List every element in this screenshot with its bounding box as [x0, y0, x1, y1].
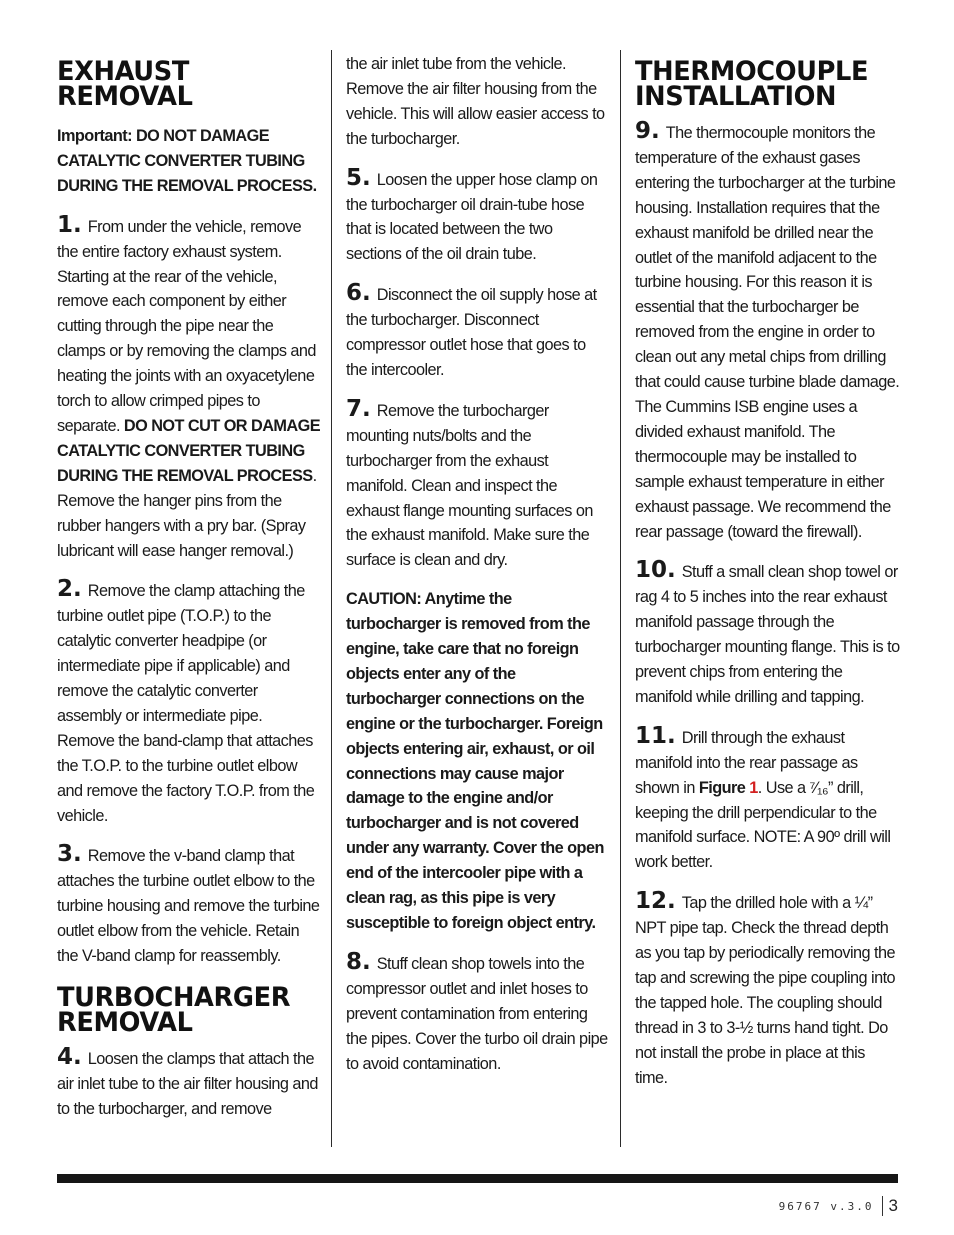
step-number: 3.	[57, 841, 82, 868]
step-text: The thermocouple monitors the temperature of the exhaust gases entering the turbocharger at the turbine housing. Installation requires that the exhaust manifold be drilled near the outlet of the manifold adjacent to the turbine housing. For this reason it is essential that the turbocharger be removed from the engine in order to clean out any metal chips from drilling that could cause turbine blade damage.	[635, 124, 900, 392]
footer-rule	[57, 1174, 898, 1183]
step-4	[57, 1045, 323, 1122]
footer-separator	[882, 1196, 883, 1216]
step-11	[635, 724, 901, 875]
step-2	[57, 577, 323, 828]
step-number: 1.	[57, 211, 82, 238]
step-6	[346, 281, 608, 383]
step-9-note: The Cummins ISB engine uses a divided exhaust manifold. The thermocouple may be installed to sample exhaust temperature in either exhaust passage. We recommend the rear passage (toward the firewall).	[635, 397, 891, 541]
step-8	[346, 950, 608, 1077]
step-number: 10.	[635, 557, 676, 584]
column-divider	[620, 50, 621, 1147]
figure-number: 1	[749, 778, 758, 797]
heading-line: INSTALLATION	[635, 81, 837, 112]
step-number: 8.	[346, 948, 371, 975]
step-5	[346, 166, 608, 268]
step-text: Remove the turbocharger mounting nuts/bolts and the turbocharger from the exhaust manifold. Clean and inspect the exhaust flange mounting surfaces on the exhaust manifold. Make sure the surface is clean and dry.	[346, 401, 593, 570]
step-text: Loosen the clamps that attach the air inlet tube to the air filter housing and to the turbocharger, and remove	[57, 1050, 318, 1118]
step-number: 6.	[346, 280, 371, 307]
page-number: 3	[888, 1196, 898, 1215]
step-text: Remove the v-band clamp that attaches the turbine outlet elbow to the turbine housing and remove the turbine outlet elbow from the vehicle. Retain the V-band clamp for reassembly.	[57, 847, 320, 966]
column-right	[635, 50, 901, 1091]
column-middle	[346, 50, 608, 1076]
step-3	[57, 842, 323, 969]
page-footer	[779, 1195, 898, 1217]
step-text: . Remove the hanger pins from the rubber hangers with a pry bar. (Spray lubricant will ease hanger removal.)	[57, 466, 317, 560]
heading-line: REMOVAL	[57, 1007, 193, 1038]
step-number: 11.	[635, 722, 676, 749]
column-left	[57, 50, 323, 1122]
step-12	[635, 889, 901, 1090]
step-text: Tap the drilled hole with a ¼” NPT pipe tap. Check the thread depth as you tap by periodically removing the tap and screwing the pipe coupling into the tapped hole. The coupling should thread in 3 to 3-½ turns hand tight. Do not install the probe in place at this time.	[635, 894, 896, 1087]
caution-note: CAUTION: Anytime the turbocharger is removed from the engine, take care that no foreign objects enter any of the turbocharger connections on the engine or the turbocharger. Foreign objects entering air, exhaust, or oil connections may cause major damage to the engine and/or turbocharger and is not covered under any warranty. Cover the open end of the intercooler pipe with a clean rag, as this pipe is very susceptible to foreign object entry.	[346, 590, 604, 932]
step-text: Stuff clean shop towels into the compressor outlet and inlet hoses to prevent contamination from entering the pipes. Cover the turbo oil drain pipe to avoid contamination.	[346, 954, 608, 1073]
step-number: 2.	[57, 576, 82, 603]
figure-reference: Figure	[698, 778, 746, 797]
step-text: Stuff a small clean shop towel or rag 4 to 5 inches into the rear exhaust manifold passage through the turbocharger mounting flange. This is to prevent chips from entering the manifold while drilling and tapping.	[635, 563, 900, 706]
heading-exhaust-removal: EXHAUST REMOVAL	[57, 56, 193, 112]
column-divider	[331, 50, 332, 1147]
step-10	[635, 558, 901, 709]
important-note: Important: DO NOT DAMAGE CATALYTIC CONVERTER TUBING DURING THE REMOVAL PROCESS.	[57, 127, 317, 195]
step-number: 5.	[346, 164, 371, 191]
document-code: 96767 v.3.0	[778, 1199, 874, 1213]
step-1	[57, 213, 323, 564]
heading-line: THERMOCOUPLE	[635, 56, 869, 87]
step-number: 9.	[635, 118, 660, 144]
step-7	[346, 397, 608, 573]
warning-text: DO NOT CUT OR DAMAGE CATALYTIC CONVERTER TUBING DURING THE REMOVAL PROCESS	[57, 416, 321, 485]
step-text: Drill through the exhaust manifold into the rear passage as shown in	[635, 728, 858, 797]
step-text: Disconnect the oil supply hose at the turbocharger. Disconnect compressor outlet hose that goes to the intercooler.	[346, 286, 597, 379]
step-4-continued: the air inlet tube from the vehicle. Remove the air filter housing from the vehicle. This will allow easier access to the turbocharger.	[346, 55, 605, 148]
step-number: 12.	[635, 888, 676, 915]
heading-line: TURBOCHARGER	[57, 982, 291, 1013]
heading-thermocouple-installation	[635, 56, 888, 112]
step-text: Loosen the upper hose clamp on the turbocharger oil drain-tube hose that is located between the two sections of the oil drain tube.	[346, 170, 598, 264]
step-text: From under the vehicle, remove the entire factory exhaust system. Starting at the rear of the vehicle, remove each component by either cutting through the pipe near the clamps or by removing the clamps and heating the joints with an oxyacetylene torch to allow crimped pipes to separate.	[57, 217, 316, 435]
heading-turbocharger-removal	[57, 982, 310, 1038]
step-number: 7.	[346, 395, 371, 422]
step-text: . Use a ⁷⁄₁₆” drill, keeping the drill perpendicular to the manifold surface. NOTE: A 90º drill will work better.	[635, 778, 891, 872]
step-text: Remove the clamp attaching the turbine outlet pipe (T.O.P.) to the catalytic converter headpipe (or intermediate pipe if applicable) and remove the catalytic converter assembly or intermediate pipe. Remove the band-clamp that attaches the T.O.P. to the turbine outlet elbow and remove the factory T.O.P. from the vehicle.	[57, 582, 315, 825]
step-number: 4.	[57, 1044, 82, 1070]
step-9	[635, 119, 901, 395]
